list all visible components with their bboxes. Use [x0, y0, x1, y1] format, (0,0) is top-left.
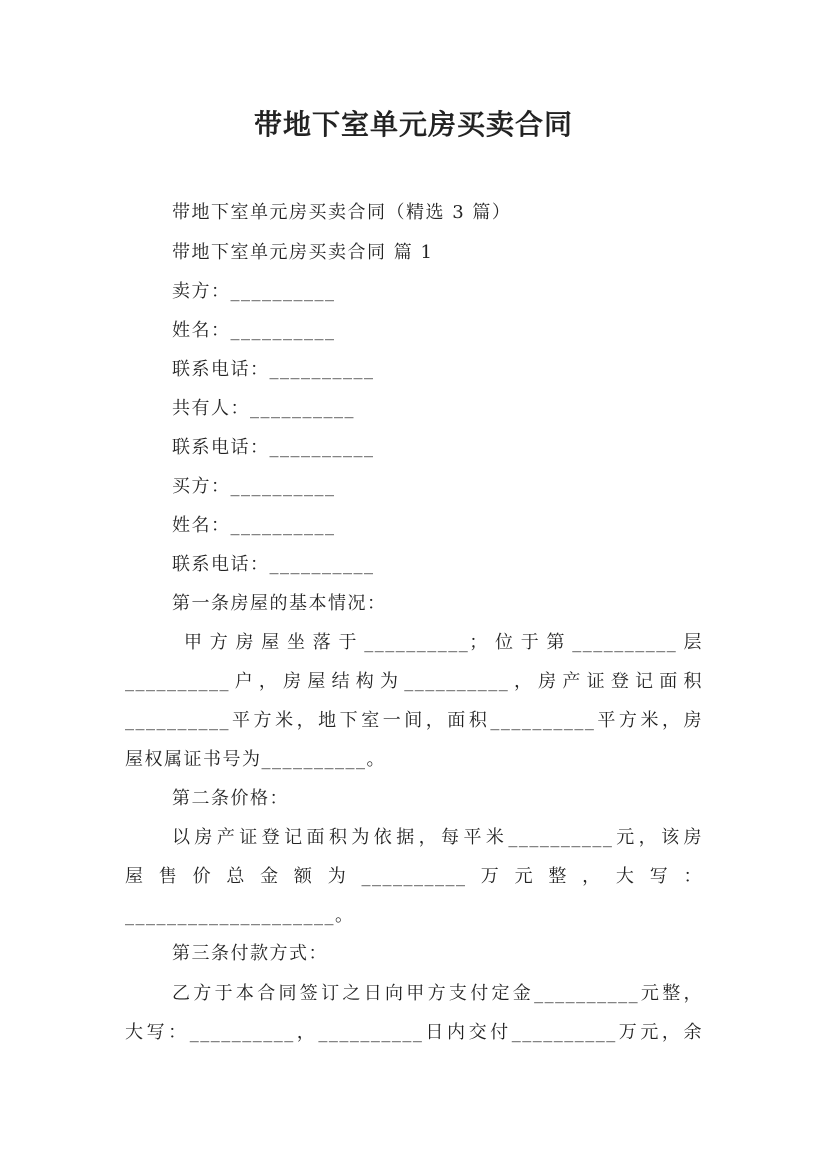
article2-text-line: 以房产证登记面积为依据，每平米__________元，该房: [172, 827, 703, 848]
article1-text-line: __________平方米，地下室一间，面积__________平方米，房: [125, 710, 703, 731]
article3-text-line: 大写：__________，__________日内交付__________万元，余: [125, 1022, 703, 1043]
seller-name-field: 姓名：__________: [172, 320, 336, 341]
seller-phone-field: 联系电话：__________: [172, 359, 375, 380]
subtitle: 带地下室单元房买卖合同（精选 3 篇）: [172, 202, 512, 223]
article1-text-line: __________户，房屋结构为__________，房产证登记面积: [125, 671, 703, 692]
co-owner-field: 共有人：__________: [172, 398, 355, 419]
document-title: 带地下室单元房买卖合同: [253, 108, 573, 141]
article3-text-line: 乙方于本合同签订之日向甲方支付定金__________元整，: [172, 983, 703, 1004]
buyer-name-field: 姓名：__________: [172, 515, 336, 536]
article1-text-line: 甲方房屋坐落于__________；位于第__________层: [184, 632, 703, 653]
section-heading: 带地下室单元房买卖合同 篇 1: [172, 242, 434, 263]
co-owner-phone-field: 联系电话：__________: [172, 437, 375, 458]
article3-heading: 第三条付款方式：: [172, 943, 328, 964]
article2-heading: 第二条价格：: [172, 788, 289, 809]
seller-field: 卖方：__________: [172, 281, 336, 302]
buyer-phone-field: 联系电话：__________: [172, 554, 375, 575]
article1-text-line: 屋权属证书号为__________。: [125, 749, 386, 770]
buyer-field: 买方：__________: [172, 476, 336, 497]
article1-heading: 第一条房屋的基本情况：: [172, 593, 387, 614]
article2-text-line: ____________________。: [125, 905, 355, 926]
article2-text-line: 屋售价总金额为__________万元整，大写：: [125, 866, 703, 887]
